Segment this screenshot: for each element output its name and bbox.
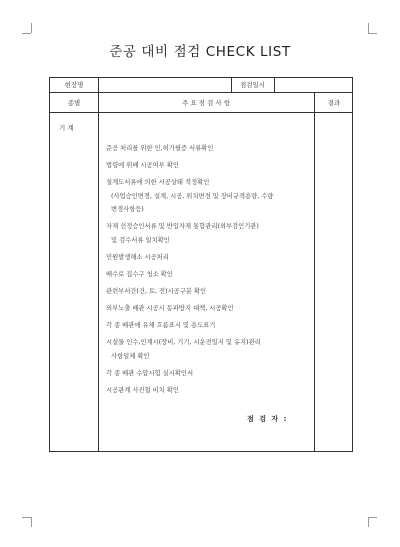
column-header-items: 주 요 점 검 사 항 xyxy=(181,99,230,107)
crop-mark-bottom-right-v xyxy=(368,517,369,527)
checklist-item: 각 종 배관 수압시험 실시확인서 xyxy=(106,370,194,377)
crop-mark-bottom-right-h xyxy=(368,517,377,518)
crop-mark-top-left-v xyxy=(31,23,32,33)
checklist-item: 각 종 배관에 유체 흐름표시 및 용도표기 xyxy=(106,322,216,329)
checklist-item: 배수로 집수구 청소 확인 xyxy=(106,271,173,278)
checklist-item: 민원발생해소 시공처리 xyxy=(106,254,169,261)
checklist-item: 설계도서류에 의한 시공상태 적정확인 xyxy=(106,179,210,186)
column-header-type: 종별 xyxy=(67,99,81,107)
crop-mark-bottom-left-v xyxy=(31,517,32,527)
checklist-item-continuation: 사항일체 확인 xyxy=(111,353,150,360)
checklist-item-continuation: 및 검수서류 일치확인 xyxy=(111,237,170,244)
checklist-item: 시공관계 사진첩 비치 확인 xyxy=(106,387,179,394)
col-divider-date-value xyxy=(274,78,275,92)
inspector-signature-label: 점 검 자 : xyxy=(247,415,288,423)
checklist-item: 준공 처리를 위한 인,허가필증 서류확인 xyxy=(106,145,214,152)
checklist-item: 관련부서간(건, 토, 전)시공구분 확인 xyxy=(106,288,207,295)
row-divider-header xyxy=(50,92,352,93)
checklist-item: 법령에 위배 시공여부 확인 xyxy=(106,162,179,169)
checklist-item: 자재 선정승인서류 및 반입자재 통합관리(외부검인기관) xyxy=(106,223,259,230)
row-divider-columns xyxy=(50,112,352,113)
column-header-result: 결과 xyxy=(327,99,341,107)
crop-mark-top-right-v xyxy=(368,23,369,33)
document-title: 준공 대비 점검 CHECK LIST xyxy=(109,44,291,60)
col-divider-site-label xyxy=(98,78,99,92)
col-divider-result xyxy=(314,92,315,451)
checklist-item-continuation: (사업승인변경, 설계, 시공, 위치변경 및 장비규격용량, 수량 xyxy=(111,193,274,200)
inspection-date-label: 점검일시 xyxy=(239,81,266,89)
crop-mark-top-right-h xyxy=(368,33,377,34)
checklist-item-continuation: 변경사항등) xyxy=(111,206,144,213)
checklist-item: 외부노출 배관 시공시 동파방지 대책, 시공확인 xyxy=(106,305,234,312)
crop-mark-top-left-h xyxy=(22,33,31,34)
checklist-item: 시설물 인수,인계시(장비, 기기, 시운전일지 및 유지)관리 xyxy=(106,339,261,346)
category-machinery: 기 계 xyxy=(59,124,74,132)
site-name-label: 현장명 xyxy=(64,81,84,89)
crop-mark-bottom-left-h xyxy=(22,517,31,518)
checklist-table xyxy=(49,77,353,452)
col-divider-type xyxy=(98,92,99,451)
